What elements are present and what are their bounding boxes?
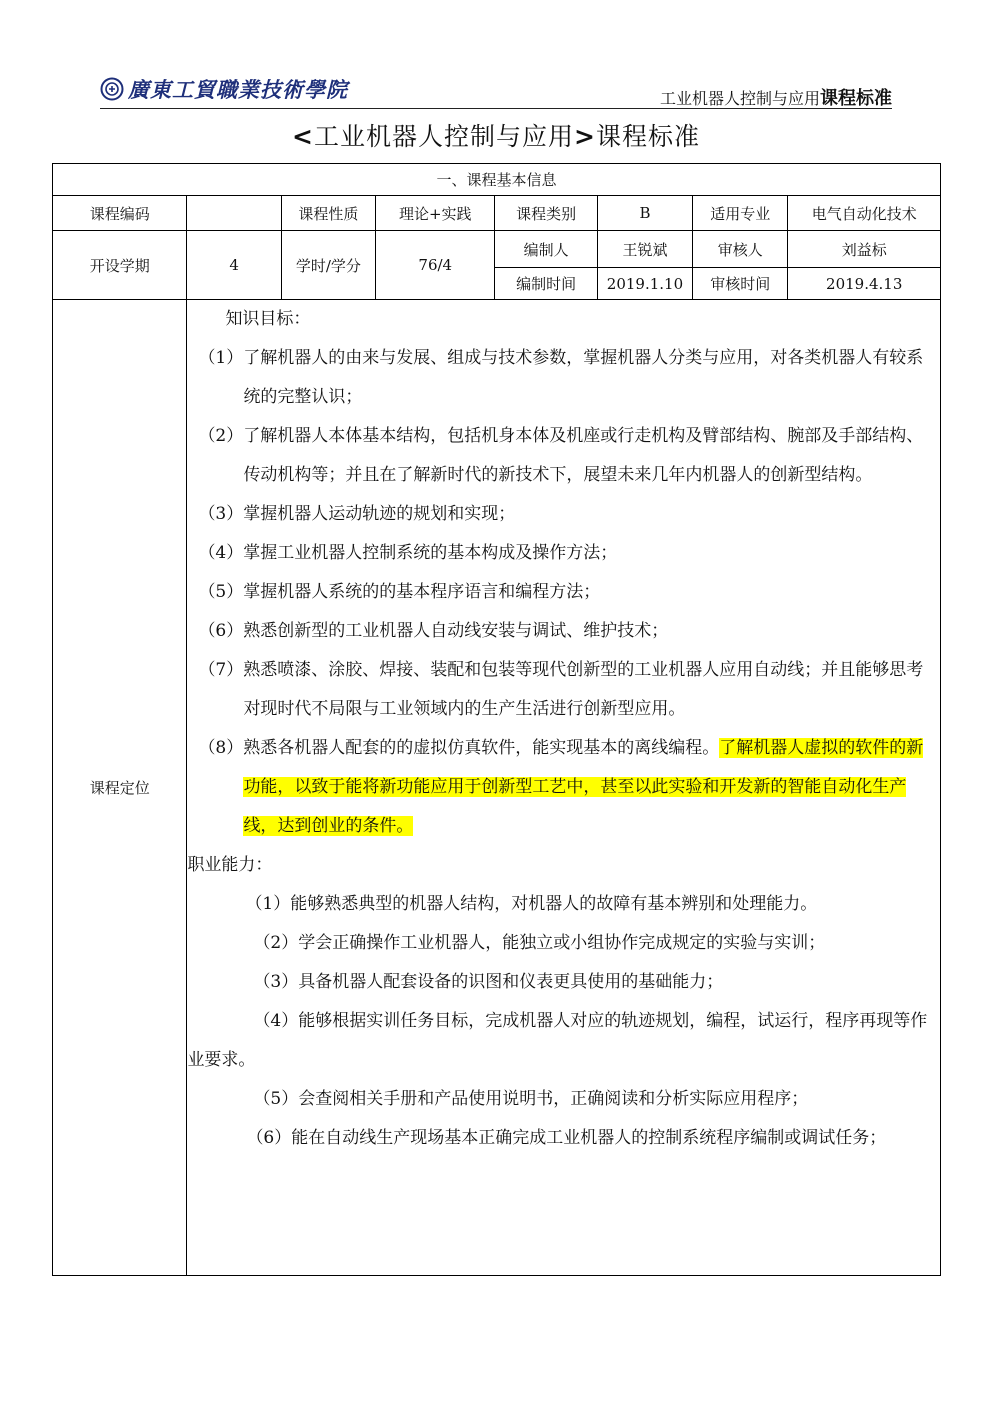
- major-value: 电气自动化技术: [788, 196, 941, 231]
- knowledge-item: （4）掌握工业机器人控制系统的基本构成及操作方法；: [198, 543, 618, 563]
- ability-heading: 职业能力：: [187, 855, 273, 875]
- date-label: 编制时间: [495, 268, 597, 300]
- knowledge-item-8: [187, 729, 940, 846]
- hours-label: 学时/学分: [281, 231, 375, 300]
- knowledge-item-8-text: （8）熟悉各机器人配套的的虚拟仿真软件，能实现基本的离线编程。: [198, 738, 720, 758]
- knowledge-heading: 知识目标：: [225, 309, 311, 329]
- code-value: [187, 196, 281, 231]
- review-date-label: 审核时间: [693, 268, 788, 300]
- highlighted-text: 了解机器人虚拟的软件的新功能，以致于能将新功能应用于创新型工艺中，甚至以此实验和开发新的智能自动化生产线，达到创业的条件。: [243, 738, 924, 836]
- school-logo: [100, 72, 348, 106]
- title-course-name: 工业机器人控制与应用: [313, 122, 574, 151]
- ability-item: （2）学会正确操作工业机器人，能独立或小组协作完成规定的实验与实训；: [253, 933, 826, 953]
- header-course-title: [660, 84, 892, 110]
- ability-item: （6）能在自动线生产现场基本正确完成工业机器人的控制系统程序编制或调试任务；: [246, 1128, 887, 1148]
- header-course-suffix: 课程标准: [820, 88, 892, 109]
- author-value: 王锐斌: [597, 231, 692, 268]
- ability-item: （4）能够根据实训任务目标，完成机器人对应的轨迹规划，编程，试运行，程序再现等作业要求。: [187, 1011, 928, 1070]
- school-name: 廣東工貿職業技術學院: [128, 77, 348, 102]
- positioning-label: 课程定位: [53, 300, 187, 1276]
- major-label: 适用专业: [693, 196, 788, 231]
- author-label: 编制人: [495, 231, 597, 268]
- section-heading: 一、课程基本信息: [53, 164, 941, 196]
- code-label: 课程编码: [53, 196, 187, 231]
- header-rule: [100, 108, 892, 109]
- knowledge-item: （6）熟悉创新型的工业机器人自动线安装与调试、维护技术；: [198, 621, 669, 641]
- semester-label: 开设学期: [53, 231, 187, 300]
- ability-item: （5）会查阅相关手册和产品使用说明书，正确阅读和分析实际应用程序；: [253, 1089, 809, 1109]
- positioning-content: [187, 300, 941, 1276]
- hours-value: 76/4: [376, 231, 495, 300]
- semester-value: 4: [187, 231, 281, 300]
- knowledge-item: （5）掌握机器人系统的的基本程序语言和编程方法；: [198, 582, 601, 602]
- review-date-value: 2019.4.13: [788, 268, 941, 300]
- page-header: [100, 72, 892, 110]
- course-info-table: [52, 163, 941, 1276]
- title-open-bracket: <: [292, 122, 314, 151]
- ability-item: （1）能够熟悉典型的机器人结构，对机器人的故障有基本辨别和处理能力。: [245, 894, 818, 914]
- school-emblem-icon: [100, 77, 124, 101]
- nature-label: 课程性质: [281, 196, 375, 231]
- category-label: 课程类别: [495, 196, 597, 231]
- ability-item: （3）具备机器人配套设备的识图和仪表更具使用的基础能力；: [253, 972, 724, 992]
- category-value: B: [597, 196, 692, 231]
- knowledge-item: （7）熟悉喷漆、涂胶、焊接、装配和包装等现代创新型的工业机器人应用自动线；并且能够思考对现时代不局限与工业领域内的生产生活进行创新型应用。: [198, 660, 924, 719]
- document-title: [0, 117, 992, 153]
- reviewer-value: 刘益标: [788, 231, 941, 268]
- date-value: 2019.1.10: [597, 268, 692, 300]
- nature-value: 理论+实践: [376, 196, 495, 231]
- knowledge-item: （1）了解机器人的由来与发展、组成与技术参数，掌握机器人分类与应用，对各类机器人有较系统的完整认识；: [198, 348, 924, 407]
- reviewer-label: 审核人: [693, 231, 788, 268]
- title-suffix: 课程标准: [595, 122, 700, 151]
- knowledge-item: （3）掌握机器人运动轨迹的规划和实现；: [198, 504, 516, 524]
- knowledge-item: （2）了解机器人本体基本结构，包括机身本体及机座或行走机构及臂部结构、腕部及手部结构、传动机构等；并且在了解新时代的新技术下，展望未来几年内机器人的创新型结构。: [198, 426, 924, 485]
- header-course-name: 工业机器人控制与应用: [659, 89, 820, 108]
- title-close-bracket: >: [574, 122, 596, 151]
